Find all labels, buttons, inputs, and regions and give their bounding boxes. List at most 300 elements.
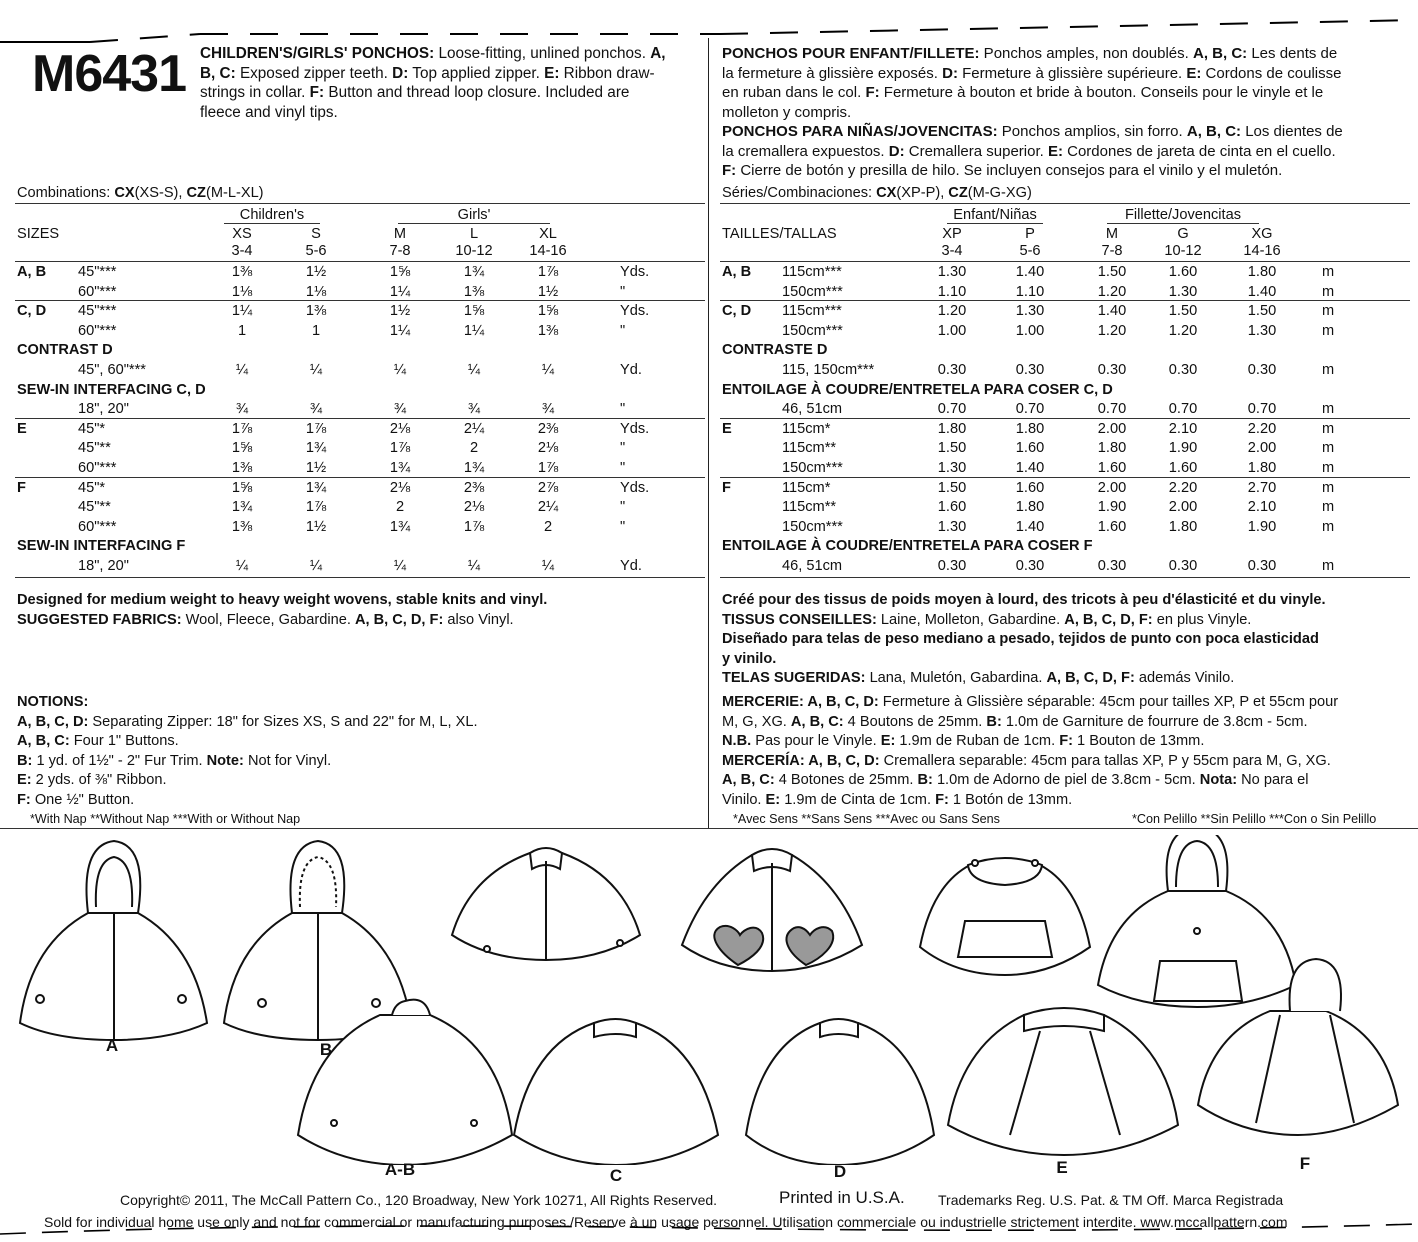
yardage-value: 1⅞	[537, 264, 559, 280]
yardage-value: 2¼	[463, 420, 485, 437]
yardage-value: 0.30	[1247, 362, 1277, 378]
view-label-c: C	[609, 1166, 623, 1185]
view-letters: F	[17, 479, 26, 496]
view-label-d: D	[833, 1162, 847, 1181]
yardage-value: 1⅛	[305, 283, 327, 300]
section-heading: CONTRAST D	[17, 342, 113, 359]
yardage-value: 2.00	[1168, 499, 1198, 516]
unit-label: m	[1322, 558, 1335, 574]
view-letters: A, B	[722, 264, 752, 280]
yardage-value: 2.10	[1247, 499, 1277, 516]
size-letter: L	[469, 226, 479, 242]
yardage-value: 0.30	[1247, 558, 1277, 574]
yardage-value: 1.10	[937, 283, 967, 300]
unit-label: m	[1322, 322, 1335, 339]
french-spanish-description-line: en ruban dans le col. F: Fermeture à bouton et bride à bouton. Conseils pour le vinyle et le	[722, 84, 1324, 101]
yardage-value: 2	[395, 499, 405, 516]
view-label-f: F	[1299, 1154, 1311, 1173]
yardage-value: 0.30	[1015, 558, 1045, 574]
yardage-value: 1.30	[937, 518, 967, 535]
french-spanish-fabrics-line: y vinilo.	[722, 650, 777, 667]
view-e-front-poncho	[920, 858, 1090, 975]
english-notions-line: F: One ½" Button.	[17, 791, 135, 808]
yardage-value: 1⅞	[537, 460, 559, 476]
fabric-width: 150cm***	[782, 460, 843, 476]
printed-in-text: Printed in U.S.A.	[779, 1188, 905, 1207]
yardage-value: 1	[237, 322, 247, 339]
french-spanish-notions-line: A, B, C: 4 Botones de 25mm. B: 1.0m de Adorno de piel de 3.8cm - 5cm. Nota: No para el	[722, 772, 1309, 788]
yardage-value: 1.60	[1015, 479, 1045, 496]
size-group-girls: Fillette/Jovencitas	[1125, 207, 1241, 223]
notes-divider	[0, 828, 1418, 829]
yardage-value: 1.50	[1247, 303, 1277, 320]
yardage-value: 0.70	[1015, 401, 1045, 418]
sizes-label: TAILLES/TALLAS	[722, 226, 837, 242]
table-rule	[224, 223, 320, 224]
yardage-value: 1.40	[1015, 518, 1045, 535]
yardage-value: 1.00	[1015, 322, 1045, 339]
english-fabrics-line: Designed for medium weight to heavy weight wovens, stable knits and vinyl.	[17, 592, 548, 608]
spanish-nap-note: *Con Pelillo **Sin Pelillo ***Con o Sin Pelillo	[1132, 812, 1377, 826]
french-spanish-description-line: molleton y compris.	[722, 103, 852, 121]
yardage-value: 1¾	[305, 479, 327, 496]
bottom-cut-line	[0, 1218, 1418, 1242]
unit-label: Yds.	[620, 479, 650, 496]
yardage-value: 1.50	[937, 440, 967, 457]
yardage-value: 2⅛	[389, 420, 411, 437]
unit-label: m	[1322, 420, 1335, 437]
table-rule	[720, 477, 1410, 478]
english-fabrics	[17, 591, 547, 630]
table-rule	[398, 223, 550, 224]
french-spanish-fabrics-line: Créé pour des tissus de poids moyen à lourd, des tricots à peu d'élasticité et du vinyle.	[722, 592, 1326, 608]
english-description	[200, 44, 708, 122]
fabric-width: 60"***	[78, 322, 117, 339]
yardage-value: 2.10	[1168, 420, 1198, 437]
yardage-value: 1¾	[463, 460, 485, 476]
yardage-value: 1⅞	[231, 420, 253, 437]
size-age: 3-4	[941, 243, 963, 259]
yardage-value: 2	[469, 440, 479, 457]
section-heading: SEW-IN INTERFACING C, D	[17, 381, 206, 398]
unit-label: "	[620, 499, 626, 516]
yardage-value: ¼	[235, 558, 249, 574]
yardage-value: 1¼	[463, 322, 485, 339]
yardage-value: 1.40	[1015, 460, 1045, 476]
view-label-a: A	[105, 1036, 119, 1055]
yardage-value: 1½	[305, 518, 327, 535]
fabric-width: 60"***	[78, 518, 117, 535]
unit-label: m	[1322, 460, 1335, 476]
size-age: 3-4	[231, 243, 253, 259]
english-notions-line: E: 2 yds. of ⅜" Ribbon.	[17, 772, 167, 788]
yardage-value: 1⅝	[389, 264, 411, 280]
fabric-width: 18", 20"	[78, 401, 129, 418]
table-rule	[720, 261, 1410, 262]
yardage-value: 2.20	[1168, 479, 1198, 496]
unit-label: "	[620, 283, 626, 300]
fabric-width: 45"***	[78, 264, 117, 280]
yardage-value: 1.90	[1247, 518, 1277, 535]
yardage-value: 1.90	[1097, 499, 1127, 516]
french-spanish-notions-line: MERCERIE: A, B, C, D: Fermeture à Glissière séparable: 45cm pour tailles XP, P et 55cm pour	[722, 694, 1339, 710]
size-letter: G	[1177, 226, 1189, 242]
fabric-width: 18", 20"	[78, 558, 129, 574]
view-letters: E	[722, 420, 732, 437]
yardage-value: 1.60	[937, 499, 967, 516]
yardage-value: 1¾	[389, 518, 411, 535]
yardage-value: 1.20	[1097, 283, 1127, 300]
yardage-value: 0.30	[1015, 362, 1045, 378]
yardage-value: 2⅞	[537, 479, 559, 496]
yardage-value: 0.30	[1097, 362, 1127, 378]
french-spanish-fabrics-line: TISSUS CONSEILLES: Laine, Molleton, Gabardine. A, B, C, D, F: en plus Vinyle.	[722, 611, 1252, 628]
fabric-width: 115, 150cm***	[782, 362, 875, 378]
fabric-width: 115cm***	[782, 264, 842, 280]
yardage-value: 2.70	[1247, 479, 1277, 496]
yardage-value: 0.70	[1168, 401, 1198, 418]
view-a-poncho	[20, 841, 207, 1040]
yardage-value: 1.50	[937, 479, 967, 496]
view-f-front-poncho	[1098, 835, 1296, 1007]
english-notions-line: NOTIONS:	[17, 694, 89, 710]
unit-label: m	[1322, 264, 1335, 280]
view-label-a-b: A-B	[384, 1160, 416, 1179]
yardage-value: 1.80	[1168, 518, 1198, 535]
yardage-value: 1.80	[937, 420, 967, 437]
table-rule	[1107, 223, 1259, 224]
fabric-width: 115cm**	[782, 440, 837, 457]
yardage-value: 1¼	[231, 303, 253, 320]
french-spanish-notions-line: MERCERÍA: A, B, C, D: Cremallera separable: 45cm para tallas XP, P y 55cm para M, G, XG.	[722, 752, 1331, 769]
section-heading: ENTOILAGE À COUDRE/ENTRETELA PARA COSER F	[722, 538, 1093, 555]
yardage-value: 1.80	[1247, 460, 1277, 476]
yardage-value: 2.00	[1247, 440, 1277, 457]
fabric-width: 115cm***	[782, 303, 842, 320]
unit-label: m	[1322, 401, 1335, 418]
table-rule	[720, 577, 1410, 578]
yardage-value: 1⅝	[231, 440, 253, 457]
english-notions	[17, 693, 478, 810]
size-letter: XS	[232, 226, 252, 242]
yardage-value: 1⅞	[389, 440, 411, 457]
table-rule	[720, 203, 1410, 204]
french-spanish-notions-line: N.B. Pas pour le Vinyle. E: 1.9m de Ruban de 1cm. F: 1 Bouton de 13mm.	[722, 733, 1205, 749]
yardage-value: 1.00	[937, 322, 967, 339]
view-letters: F	[722, 479, 731, 496]
size-age: 14-16	[529, 243, 567, 259]
sold-note-text: Sold for individual home use only and not for commercial or manufacturing purposes./Reserve à un usage personnel. Utilisation commerciale ou industrielle strictement interdite. www.mccallpattern.com	[44, 1214, 1288, 1230]
yardage-value: ¼	[541, 362, 555, 378]
size-age: 7-8	[389, 243, 411, 259]
yardage-value: 1.40	[1097, 303, 1127, 320]
unit-label: m	[1322, 303, 1335, 320]
yardage-value: 1.20	[1168, 322, 1198, 339]
yardage-value: 0.30	[1168, 362, 1198, 378]
yardage-value: 2⅛	[463, 499, 485, 516]
view-e-back-poncho	[948, 1008, 1178, 1155]
unit-label: "	[620, 440, 626, 457]
french-spanish-notions-line: Vinilo. E: 1.9m de Cinta de 1cm. F: 1 Botón de 13mm.	[722, 791, 1073, 808]
section-heading: ENTOILAGE À COUDRE/ENTRETELA PARA COSER C, D	[722, 381, 1113, 398]
french-spanish-fabrics-line: Diseñado para telas de peso mediano a pesado, tejidos de punto con poca elasticidad	[722, 631, 1319, 647]
yardage-value: 1½	[305, 264, 327, 280]
fabric-width: 115cm*	[782, 420, 831, 437]
yardage-value: 1¼	[389, 322, 411, 339]
yardage-value: 1.30	[1168, 283, 1198, 300]
fabric-width: 60"***	[78, 460, 117, 476]
unit-label: m	[1322, 440, 1335, 457]
yardage-value: 1⅞	[463, 518, 485, 535]
unit-label: "	[620, 322, 626, 339]
size-letter: S	[311, 226, 321, 242]
yardage-value: 2⅜	[537, 420, 559, 437]
size-group-children: Children's	[239, 207, 305, 223]
table-rule	[947, 223, 1043, 224]
size-letter: XG	[1251, 226, 1273, 242]
yardage-value: 1.30	[937, 264, 967, 280]
size-group-girls: Girls'	[457, 207, 491, 223]
yardage-value: 1½	[537, 283, 559, 300]
yardage-value: ¾	[467, 401, 481, 418]
yardage-value: ¼	[309, 362, 323, 378]
yardage-value: 0.70	[1097, 401, 1127, 418]
french-spanish-description-line: PONCHOS POUR ENFANT/FILLETE: Ponchos amples, non doublés. A, B, C: Les dents de	[722, 45, 1338, 62]
fabric-width: 45"*	[78, 420, 106, 437]
column-divider	[708, 38, 709, 828]
view-letters: C, D	[17, 303, 47, 320]
fabric-width: 45"***	[78, 303, 117, 320]
english-description-line: fleece and vinyl tips.	[200, 103, 338, 121]
yardage-value: 1½	[305, 460, 327, 476]
size-letter: P	[1025, 226, 1035, 242]
yardage-value: 0.30	[1097, 558, 1127, 574]
fabric-width: 46, 51cm	[782, 558, 843, 574]
yardage-value: 1⅞	[305, 420, 327, 437]
yardage-value: 1.20	[937, 303, 967, 320]
yardage-value: 1⅜	[463, 283, 485, 300]
yardage-value: 1⅜	[231, 518, 253, 535]
view-label-e: E	[1056, 1158, 1068, 1177]
yardage-value: ¼	[309, 558, 323, 574]
copyright-text: Copyright© 2011, The McCall Pattern Co., 120 Broadway, New York 10271, All Rights Reserved.	[120, 1192, 718, 1208]
yardage-value: 1.80	[1247, 264, 1277, 280]
table-rule	[15, 418, 705, 419]
yardage-value: 0.30	[1168, 558, 1198, 574]
yardage-value: 1.50	[1168, 303, 1198, 320]
fabric-width: 150cm***	[782, 518, 843, 535]
yardage-value: 1⅝	[231, 479, 253, 496]
yardage-value: 1.30	[1015, 303, 1045, 320]
yardage-value: ¼	[393, 558, 407, 574]
yardage-value: ¼	[467, 558, 481, 574]
yardage-value: 2⅛	[389, 479, 411, 496]
unit-label: Yd.	[620, 558, 642, 574]
yardage-value: 1.30	[937, 460, 967, 476]
table-rule	[15, 577, 705, 578]
yardage-value: 2.00	[1097, 479, 1127, 496]
yardage-value: 1.80	[1097, 440, 1127, 457]
yardage-value: ¼	[235, 362, 249, 378]
size-group-children: Enfant/Niñas	[953, 207, 1037, 223]
fabric-width: 45"*	[78, 479, 106, 496]
size-age: 10-12	[455, 243, 493, 259]
section-heading: SEW-IN INTERFACING F	[17, 538, 186, 555]
view-letters: A, B	[17, 264, 47, 280]
english-fabrics-line: SUGGESTED FABRICS: Wool, Fleece, Gabardine. A, B, C, D, F: also Vinyl.	[17, 611, 514, 628]
view-c-front-poncho	[452, 848, 640, 960]
french-spanish-notions	[722, 693, 1338, 810]
view-letters: E	[17, 420, 27, 437]
section-heading: CONTRASTE D	[722, 342, 828, 359]
yardage-value: ¾	[393, 401, 407, 418]
yardage-value: 1⅜	[537, 322, 559, 339]
table-rule	[720, 300, 1410, 301]
yardage-value: 2.20	[1247, 420, 1277, 437]
fabric-width: 115cm**	[782, 499, 837, 516]
yardage-value: 1⅝	[463, 303, 485, 320]
yardage-value: 1¾	[463, 264, 485, 280]
yardage-value: 1.60	[1168, 264, 1198, 280]
yardage-value: 1⅜	[231, 460, 253, 476]
sizes-label: SIZES	[17, 226, 60, 242]
fabric-width: 45"**	[78, 499, 111, 516]
english-description-line: strings in collar. F: Button and thread loop closure. Included are	[200, 84, 630, 101]
yardage-value: ¾	[235, 401, 249, 418]
french-spanish-description	[722, 44, 1412, 181]
view-c-back-poncho	[514, 1019, 718, 1165]
yardage-value: 1.10	[1015, 283, 1045, 300]
yardage-value: 1⅜	[231, 264, 253, 280]
french-nap-note: *Avec Sens **Sans Sens ***Avec ou Sans Sens	[733, 812, 1000, 826]
yardage-value: 1¼	[389, 283, 411, 300]
english-description-line: CHILDREN'S/GIRLS' PONCHOS: Loose-fitting, unlined ponchos. A,	[200, 45, 666, 62]
yardage-value: 1.60	[1015, 440, 1045, 457]
yardage-value: 2.00	[1097, 420, 1127, 437]
yardage-value: 1.80	[1015, 499, 1045, 516]
unit-label: m	[1322, 283, 1335, 300]
size-letter: M	[393, 226, 407, 242]
english-description-line: B, C: Exposed zipper teeth. D: Top applied zipper. E: Ribbon draw-	[200, 64, 655, 82]
yardage-value: ¾	[541, 401, 555, 418]
size-letter: M	[1105, 226, 1119, 242]
yardage-value: 1.60	[1097, 518, 1127, 535]
yardage-value: 1.90	[1168, 440, 1198, 457]
yardage-value: 1⅛	[231, 283, 253, 300]
yardage-value: 1⅝	[537, 303, 559, 320]
french-spanish-description-line: F: Cierre de botón y presilla de hilo. Se incluyen consejos para el vinilo y el muletón.	[722, 162, 1283, 179]
fabric-width: 150cm***	[782, 283, 843, 300]
unit-label: m	[1322, 479, 1335, 496]
yardage-value: 1.80	[1015, 420, 1045, 437]
yardage-value: 1.20	[1097, 322, 1127, 339]
table-rule	[720, 418, 1410, 419]
unit-label: m	[1322, 518, 1335, 535]
yardage-value: 1⅞	[305, 499, 327, 516]
poncho-illustrations	[0, 835, 1418, 1165]
combinations-line: Combinations: CX(XS-S), CZ(M-L-XL)	[17, 185, 264, 201]
fabric-width: 60"***	[78, 283, 117, 300]
unit-label: "	[620, 401, 626, 418]
french-spanish-description-line: la cremallera expuestos. D: Cremallera superior. E: Cordones de jareta de cinta en el cuello.	[722, 142, 1336, 160]
table-rule	[15, 300, 705, 301]
unit-label: m	[1322, 362, 1335, 378]
yardage-value: 2⅛	[537, 440, 559, 457]
trademarks-text: Trademarks Reg. U.S. Pat. & TM Off. Marca Registrada	[938, 1192, 1284, 1208]
pattern-code: M6431	[32, 45, 186, 103]
french-spanish-fabrics-line: TELAS SUGERIDAS: Lana, Muletón, Gabardina. A, B, C, D, F: además Vinilo.	[722, 670, 1235, 686]
yardage-value: 1.30	[1247, 322, 1277, 339]
top-cut-line	[0, 4, 1418, 44]
yardage-value: ¼	[467, 362, 481, 378]
unit-label: m	[1322, 499, 1335, 516]
size-age: 14-16	[1243, 243, 1281, 259]
table-rule	[15, 203, 705, 204]
unit-label: Yds.	[620, 420, 650, 437]
unit-label: Yd.	[620, 362, 642, 378]
unit-label: "	[620, 460, 626, 476]
table-rule	[15, 477, 705, 478]
english-notions-line: A, B, C: Four 1" Buttons.	[17, 733, 179, 749]
yardage-value: 1.40	[1247, 283, 1277, 300]
yardage-value: ¼	[541, 558, 555, 574]
size-age: 5-6	[305, 243, 327, 259]
view-d-front-poncho	[682, 849, 862, 971]
unit-label: "	[620, 518, 626, 535]
size-age: 7-8	[1101, 243, 1123, 259]
size-age: 10-12	[1164, 243, 1202, 259]
view-label-b: B	[319, 1040, 333, 1059]
combinations-line: Séries/Combinaciones: CX(XP-P), CZ(M-G-XG)	[722, 185, 1032, 201]
yardage-value: 1.40	[1015, 264, 1045, 280]
french-spanish-description-line: la fermeture à glissière exposés. D: Fermeture à glissière supérieure. E: Cordons de coulisse	[722, 64, 1342, 82]
yardage-value: 1¾	[231, 499, 253, 516]
unit-label: Yds.	[620, 264, 650, 280]
yardage-value: 1¾	[305, 440, 327, 457]
yardage-value: 2	[543, 518, 553, 535]
yardage-value: 0.30	[937, 362, 967, 378]
yardage-value: 2⅜	[463, 479, 485, 496]
fabric-width: 46, 51cm	[782, 401, 843, 418]
yardage-value: 1.50	[1097, 264, 1127, 280]
size-letter: XL	[539, 226, 557, 242]
yardage-value: 1	[311, 322, 321, 339]
fabric-width: 150cm***	[782, 322, 843, 339]
yardage-value: 1⅜	[305, 303, 327, 320]
view-letters: C, D	[722, 303, 752, 320]
yardage-value: 2¼	[537, 499, 559, 516]
english-notions-line: A, B, C, D: Separating Zipper: 18" for Sizes XS, S and 22" for M, L, XL.	[17, 713, 478, 730]
table-rule	[15, 261, 705, 262]
french-spanish-notions-line: M, G, XG. A, B, C: 4 Boutons de 25mm. B: 1.0m de Garniture de fourrure de 3.8cm - 5cm.	[722, 713, 1308, 730]
yardage-value: 0.30	[937, 558, 967, 574]
size-age: 5-6	[1019, 243, 1041, 259]
french-spanish-fabrics	[722, 591, 1326, 689]
yardage-value: ¼	[393, 362, 407, 378]
yardage-value: 1¾	[389, 460, 411, 476]
view-d-back-poncho	[746, 1019, 934, 1165]
yardage-value: 1½	[389, 303, 411, 320]
unit-label: Yds.	[620, 303, 650, 320]
view-b-poncho	[224, 841, 411, 1040]
french-spanish-description-line: PONCHOS PARA NIÑAS/JOVENCITAS: Ponchos amplios, sin forro. A, B, C: Los dientes de	[722, 123, 1343, 140]
yardage-value: 0.70	[937, 401, 967, 418]
yardage-value: 1.60	[1168, 460, 1198, 476]
fabric-width: 45", 60"***	[78, 362, 146, 378]
yardage-value: 0.70	[1247, 401, 1277, 418]
english-nap-note: *With Nap **Without Nap ***With or Without Nap	[30, 812, 301, 826]
fabric-width: 45"**	[78, 440, 111, 457]
